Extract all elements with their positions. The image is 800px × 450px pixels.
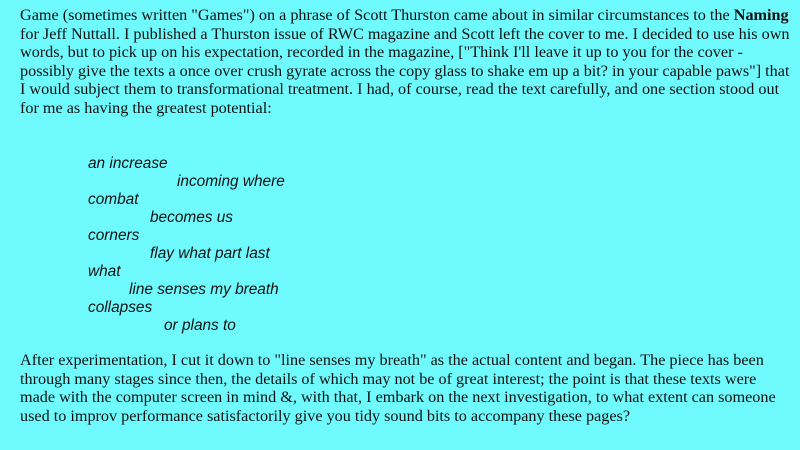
poem-line-7: what [88,263,121,280]
poem-line-3: combat [88,191,139,208]
poem-line-4: becomes us [150,209,233,226]
naming-title: Naming [733,6,789,24]
intro-text-rest: for Jeff Nuttall. I published a Thurston issue of RWC magazine and Scott left the cover to me. I decided to use his own words, but to pick up on his expectation, recorded in the magazine, ["Think I'll leave it up to you for the cover - possibly give the texts a once over crush gyrate across the copy glass to shake em up a bit? in your capable paws"] that I would subject them to transformational treatment. I had, of course, read the text carefully, and one section stood out for me as having the greatest potential: [20,24,790,117]
poem-excerpt [88,155,790,335]
poem-line-6: flay what part last [150,245,270,262]
poem-line-1: an increase [88,155,168,172]
poem-line-5: corners [88,227,140,244]
poem-line-10: or plans to [164,317,236,334]
poem-line-8: line senses my breath [129,281,279,298]
poem-line-9: collapses [88,299,153,316]
intro-paragraph [20,6,790,117]
poem-line-2: incoming where [177,173,285,190]
article [20,6,790,425]
outro-paragraph: After experimentation, I cut it down to "line senses my breath" as the actual content and began. The piece has been through many stages since then, the details of which may not be of great interest; the point is that these texts were made with the computer screen in mind &, with that, I embark on the next investigation, to what extent can someone used to improv performance satisfactorily give you tidy sound bits to accompany these pages? [20,351,776,425]
intro-text-start: Game (sometimes written "Games") on a phrase of Scott Thurston came about in similar circumstances to the [20,6,734,24]
